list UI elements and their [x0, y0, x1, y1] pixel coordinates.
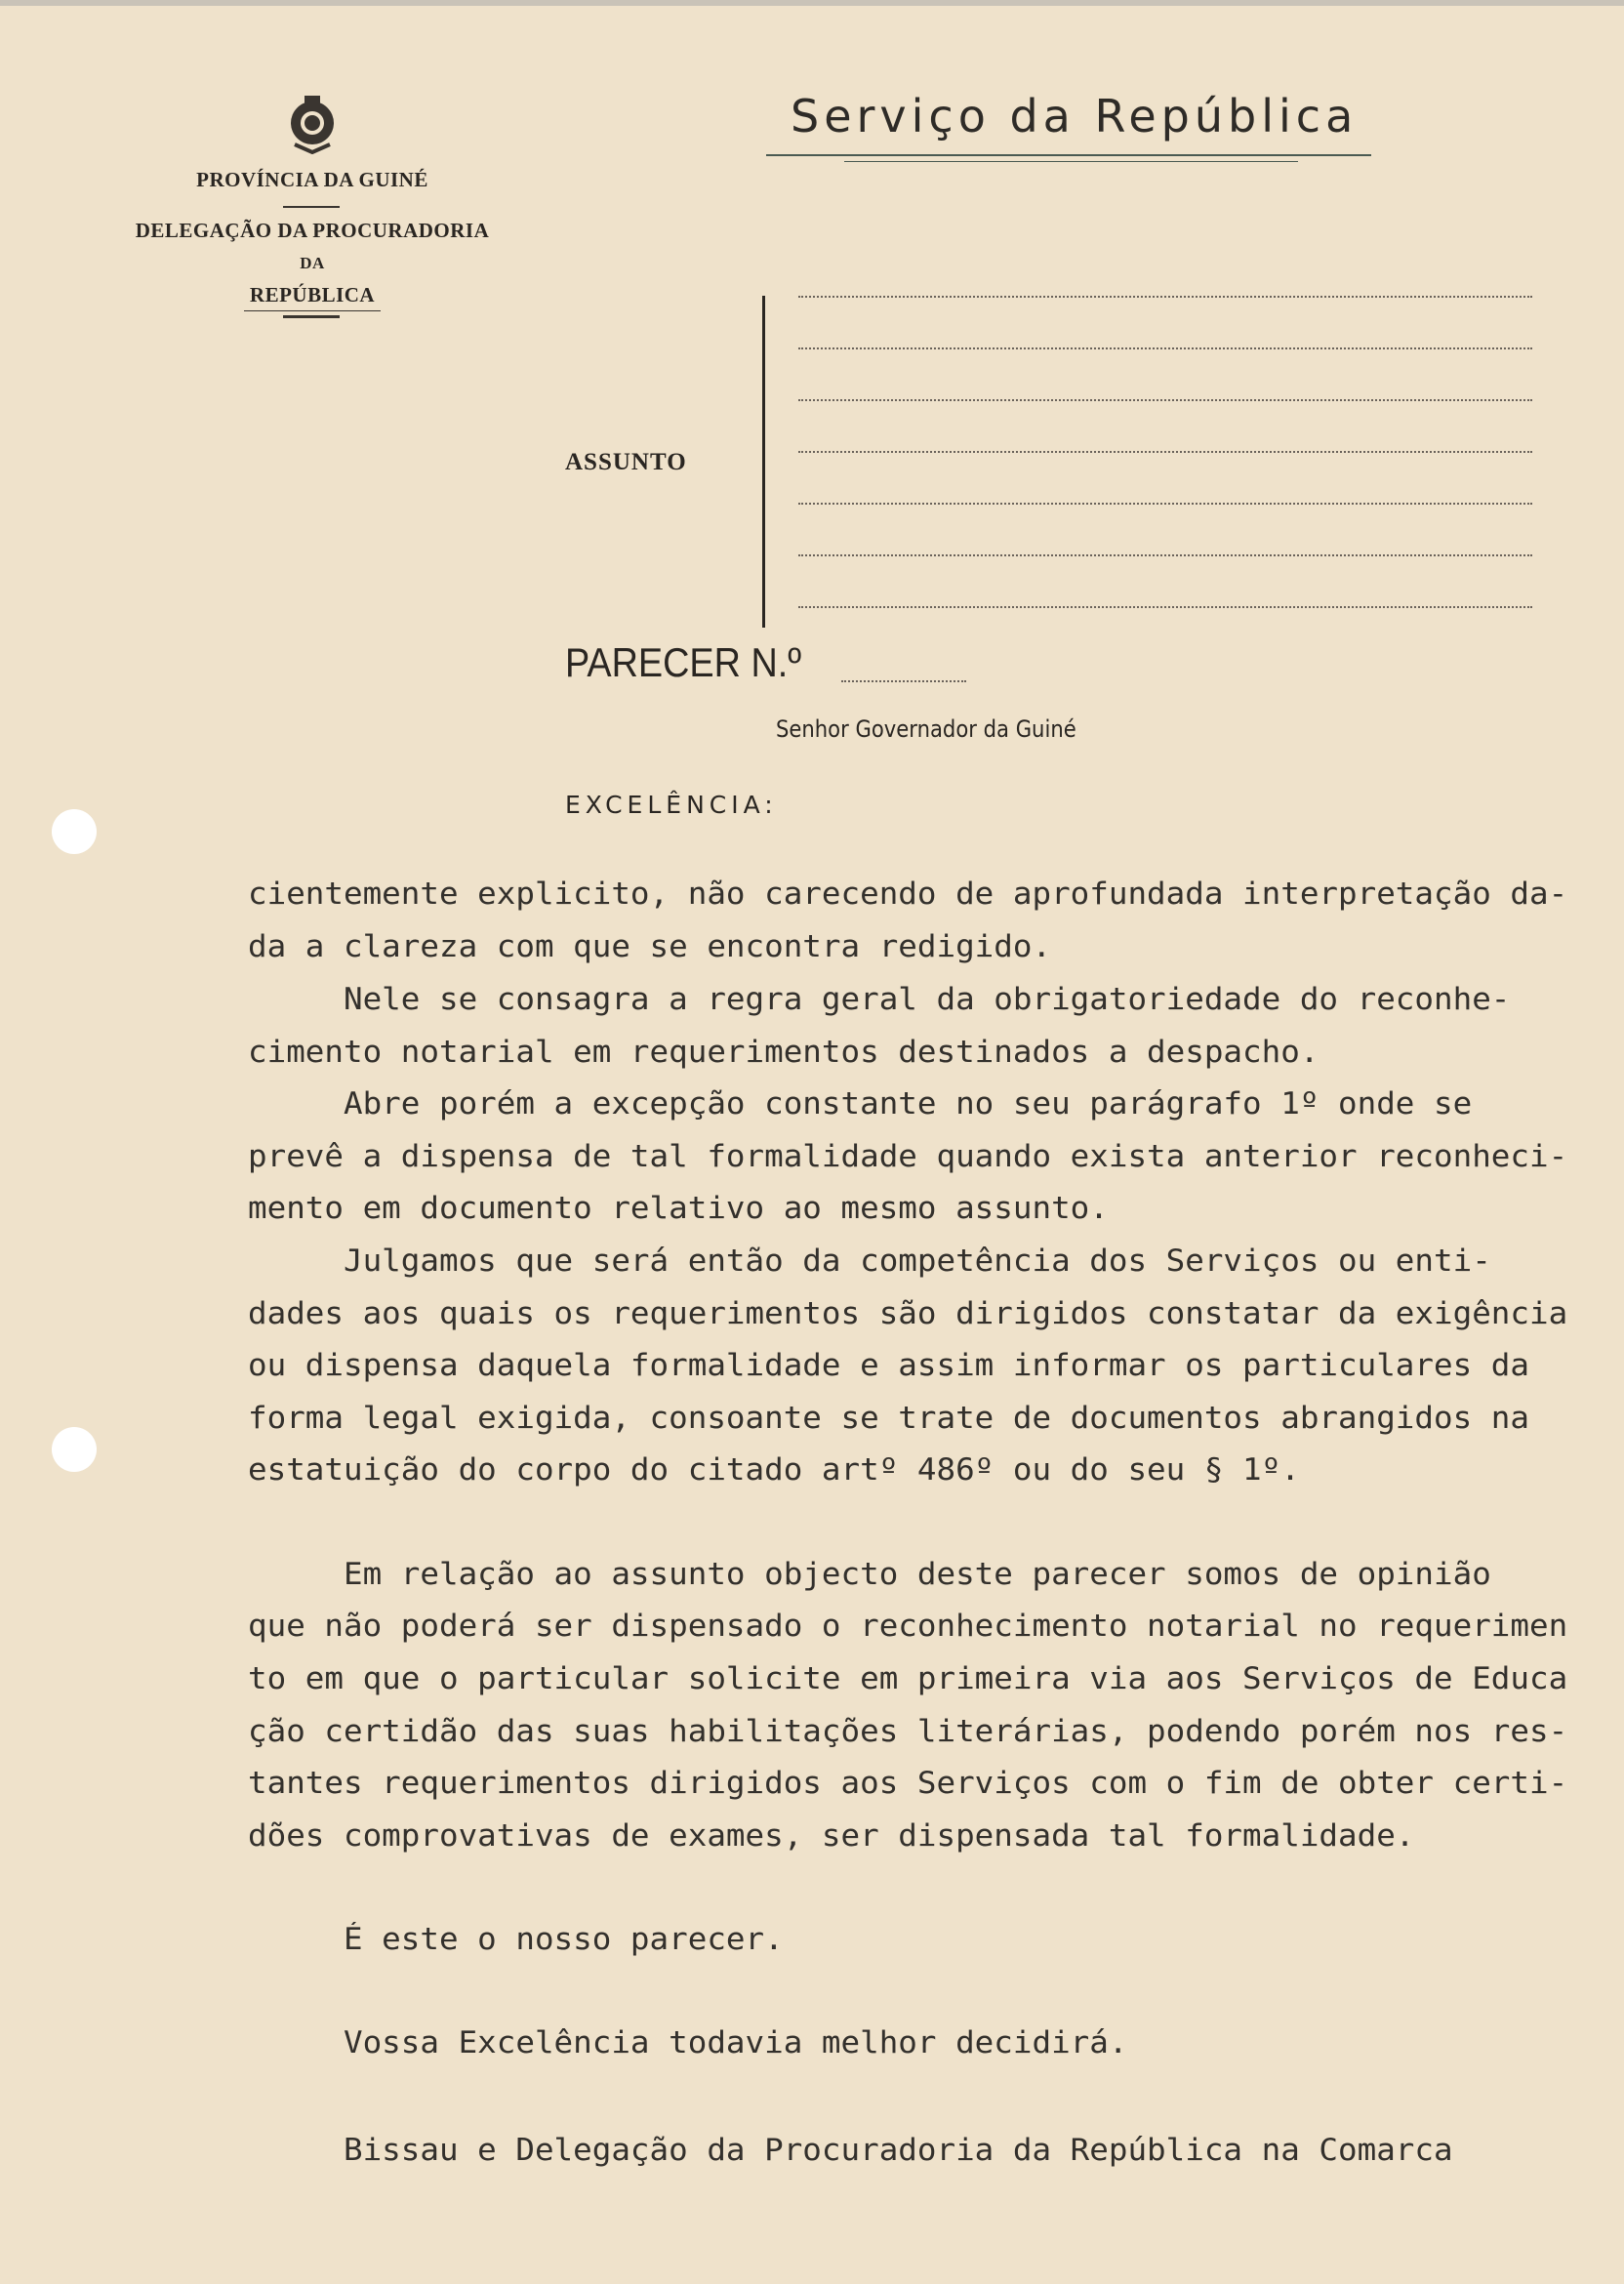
- subject-line[interactable]: [798, 399, 1532, 401]
- body-line: Em relação ao assunto objecto deste parecer somos de opinião: [248, 1557, 1491, 1592]
- body-line: Abre porém a excepção constante no seu parágrafo 1º onde se: [248, 1086, 1473, 1122]
- subject-bracket: [762, 296, 765, 628]
- office-heading-line1: DELEGAÇÃO DA PROCURADORIA: [135, 219, 490, 242]
- service-title: Serviço da República: [791, 90, 1359, 143]
- body-line: ção certidão das suas habilitações literárias, podendo porém nos res-: [248, 1714, 1568, 1749]
- body-line: Nele se consagra a regra geral da obrigatoriedade do reconhe-: [248, 982, 1511, 1017]
- subject-label: ASSUNTO: [565, 449, 687, 475]
- subject-line[interactable]: [798, 606, 1532, 608]
- body-line: dades aos quais os requerimentos são dirigidos constatar da exigência: [248, 1296, 1568, 1331]
- body-line: Vossa Excelência todavia melhor decidirá.: [248, 2025, 1128, 2060]
- subject-line[interactable]: [798, 296, 1532, 298]
- subject-line[interactable]: [798, 347, 1532, 349]
- body-line: estatuição do corpo do citado artº 486º ou do seu § 1º.: [248, 1452, 1300, 1488]
- office-heading-line2: DA: [300, 254, 325, 272]
- body-line: Bissau e Delegação da Procuradoria da República na Comarca: [248, 2133, 1453, 2168]
- body-line: to em que o particular solicite em primeira via aos Serviços de Educa: [248, 1661, 1568, 1696]
- body-line: É este o nosso parecer.: [248, 1922, 784, 1957]
- page-edge: [0, 0, 1624, 6]
- body-line: da a clareza com que se encontra redigido.: [248, 929, 1052, 964]
- punch-hole: [52, 1427, 97, 1472]
- body-line: cimento notarial em requerimentos destinados a despacho.: [248, 1035, 1320, 1070]
- divider: [283, 315, 340, 318]
- subject-line[interactable]: [798, 503, 1532, 505]
- body-line: cientemente explicito, não carecendo de aprofundada interpretação da-: [248, 877, 1568, 912]
- opinion-number-line[interactable]: [841, 680, 966, 682]
- body-line: dões comprovativas de exames, ser dispensada tal formalidade.: [248, 1818, 1415, 1854]
- punch-hole: [52, 809, 97, 854]
- subject-line[interactable]: [798, 451, 1532, 453]
- title-underline: [844, 161, 1298, 162]
- divider: [283, 206, 340, 208]
- body-line: mento em documento relativo ao mesmo assunto.: [248, 1191, 1109, 1226]
- salutation: EXCELÊNCIA:: [565, 791, 778, 819]
- body-line: prevê a dispensa de tal formalidade quando exista anterior reconheci-: [248, 1139, 1568, 1174]
- divider: [244, 310, 381, 311]
- title-underline: [766, 154, 1371, 156]
- opinion-number-label: PARECER N.º: [565, 639, 802, 685]
- subject-line[interactable]: [798, 554, 1532, 556]
- body-line: ou dispensa daquela formalidade e assim informar os particulares da: [248, 1348, 1529, 1383]
- coat-of-arms-emblem: [285, 94, 340, 154]
- body-line: que não poderá ser dispensado o reconhecimento notarial no requerimen: [248, 1609, 1568, 1644]
- body-line: Julgamos que será então da competência dos Serviços ou enti-: [248, 1244, 1491, 1279]
- office-heading-line3: REPÚBLICA: [249, 283, 376, 306]
- body-line: forma legal exigida, consoante se trate de documentos abrangidos na: [248, 1401, 1529, 1436]
- addressee: Senhor Governador da Guiné: [776, 715, 1076, 743]
- body-line: tantes requerimentos dirigidos aos Serviços com o fim de obter certi-: [248, 1766, 1568, 1801]
- province-heading: PROVÍNCIA DA GUINÉ: [196, 168, 428, 191]
